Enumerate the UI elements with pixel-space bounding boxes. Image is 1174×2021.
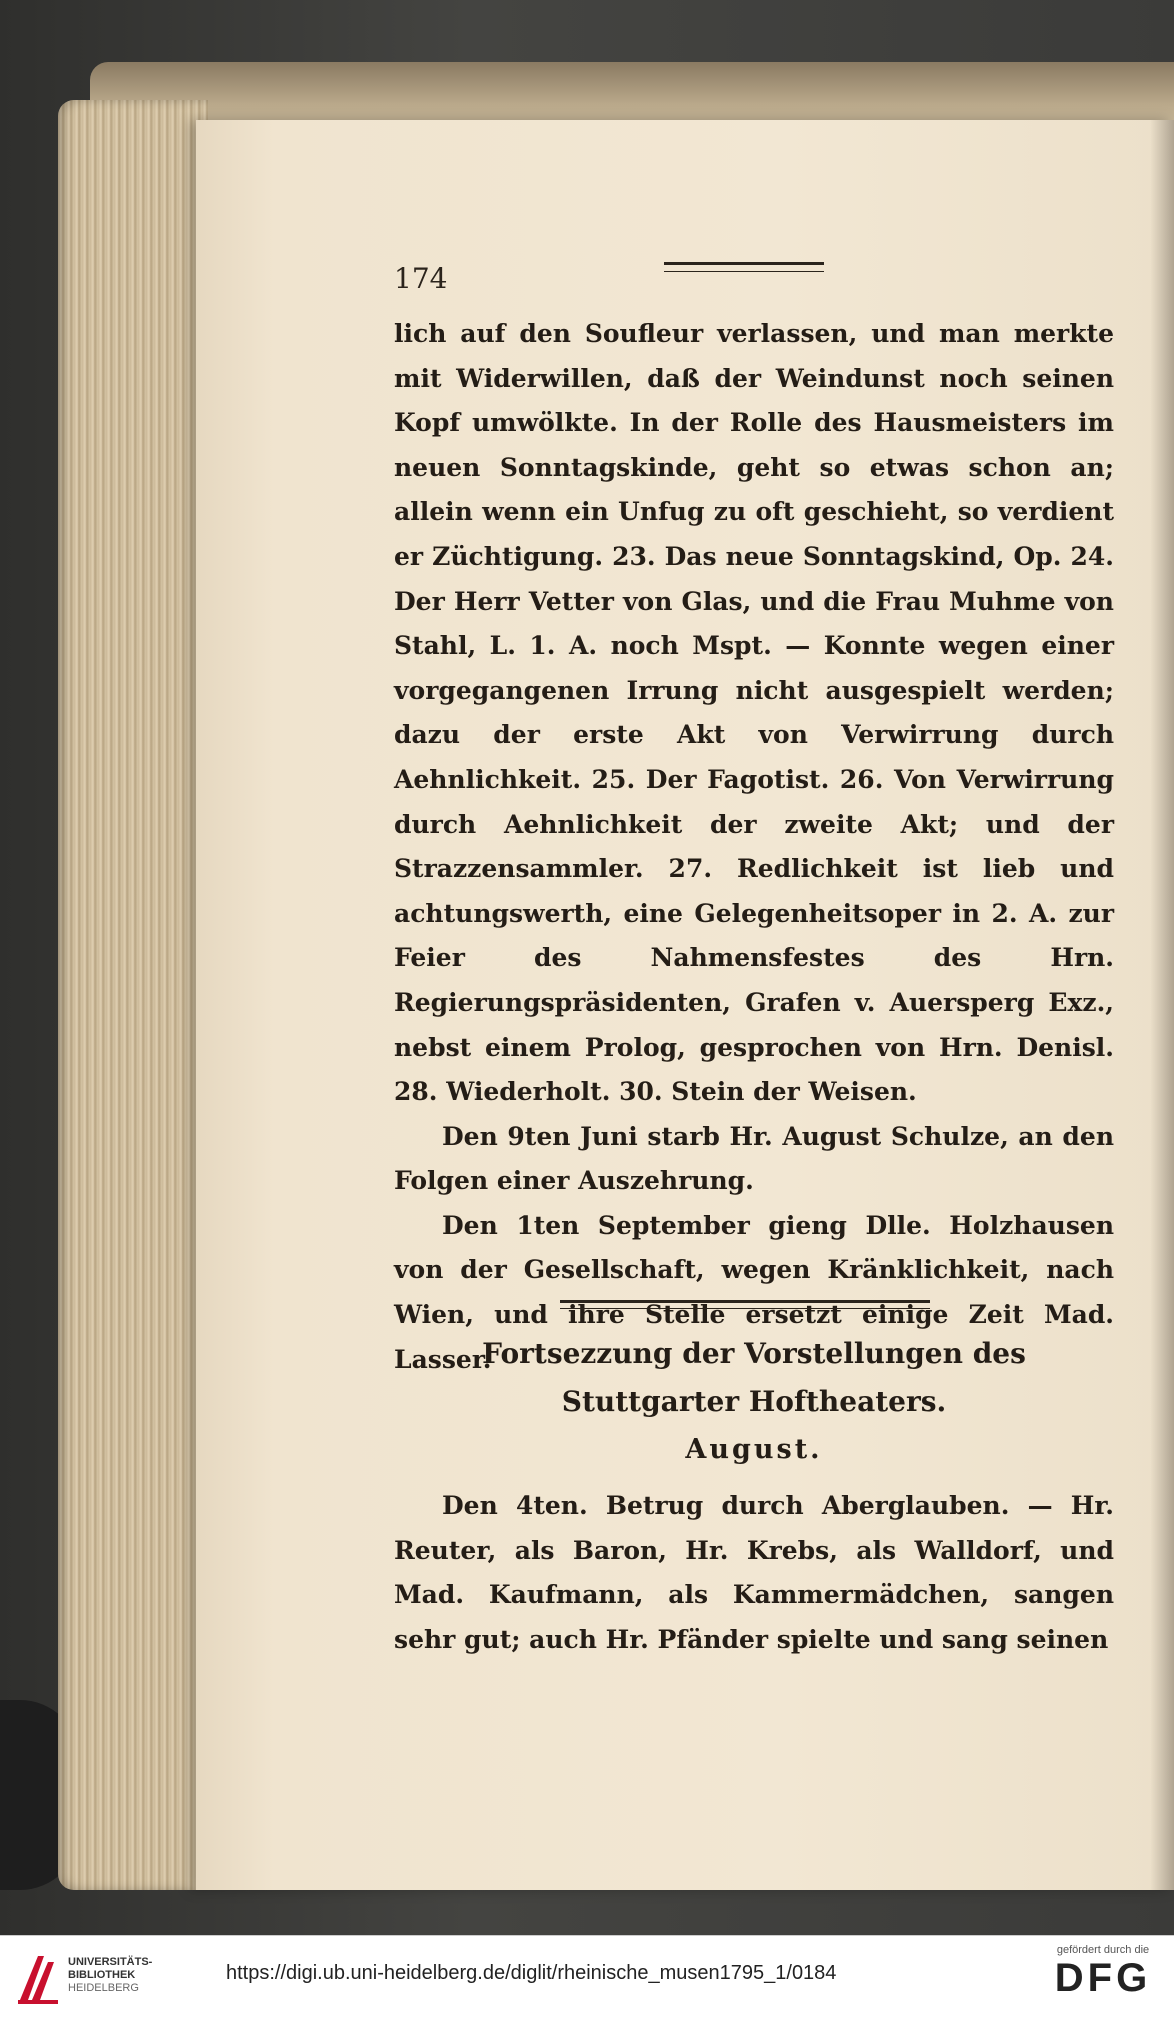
library-name-line: HEIDELBERG [68,1982,139,1994]
page-gutter-shadow [1150,120,1174,1890]
paragraph: Den 1ten September gieng Dlle. Holzhausen von der Gesellschaft, wegen Kränklichkeit, nach Wien, und ihre Stelle ersetzt einige Zeit Mad. Lasser. [394,1210,1114,1374]
library-name [68,1956,152,1995]
page-stack-edges [58,100,208,1890]
library-name-line: UNIVERSITÄTS- [68,1956,153,1968]
library-name-line: BIBLIOTHEK [68,1969,136,1981]
month-heading: August. [685,1434,823,1465]
funding-note: gefördert durch die [1056,1944,1150,1956]
paragraph: lich auf den Soufleur verlassen, und man merkte mit Widerwillen, daß der Weindunst noch seinen Kopf umwölkte. In der Rolle des Hausmeisters im neuen Sonntagskinde, geht so etwas schon an; allein wenn ein Unfug zu oft geschieht, so verdient er Züchtigung. 23. Das neue Sonntagskind, Op. 24. Der Herr Vetter von Glas, und die Frau Muhme von Stahl, L. 1. A. noch Mspt. — Konnte wegen einer vorgegangenen Irrung nicht ausgespielt werden; dazu der erste Akt von Verwirrung durch Aehnlichkeit. 25. Der Fagotist. 26. Von Verwirrung durch Aehnlichkeit der zweite Akt; und der Strazzensammler. 27. Redlichkeit ist lieb und achtungswerth, eine Gelegenheitsoper in 2. A. zur Feier des Nahmensfestes des Hrn. Regierungspräsidenten, Grafen v. Auersperg Exz., nebst einem Prolog, gesprochen von Hrn. Denisl. 28. Wiederholt. 30. Stein der Weisen. [394,319,1114,1107]
viewer-footer [0,1935,1174,2021]
header-rule [664,262,824,272]
paragraph: Den 4ten. Betrug durch Aberglauben. — Hr. Reuter, als Baron, Hr. Krebs, als Walldorf, und Mad. Kaufmann, als Kammermädchen, sangen sehr gut; auch Hr. Pfänder spielte und sang seinen [394,1491,1114,1654]
section-title: Fortsezzung der Vorstellungen des Stuttgarter Hoftheaters. [482,1337,1026,1418]
page-number: 174 [394,262,448,295]
section-divider [560,1300,930,1309]
section-text [394,1484,1114,1662]
main-text [394,312,1114,1382]
funder-name: DFG [1054,1956,1152,2000]
paragraph: Den 9ten Juni starb Hr. August Schulze, an den Folgen einer Auszehrung. [394,1121,1114,1196]
library-logo-icon[interactable] [14,1950,62,2008]
permalink-url[interactable]: https://digi.ub.uni-heidelberg.de/diglit/rheinische_musen1795_1/0184 [226,1962,837,1984]
dfg-logo[interactable] [1040,1944,1166,2016]
